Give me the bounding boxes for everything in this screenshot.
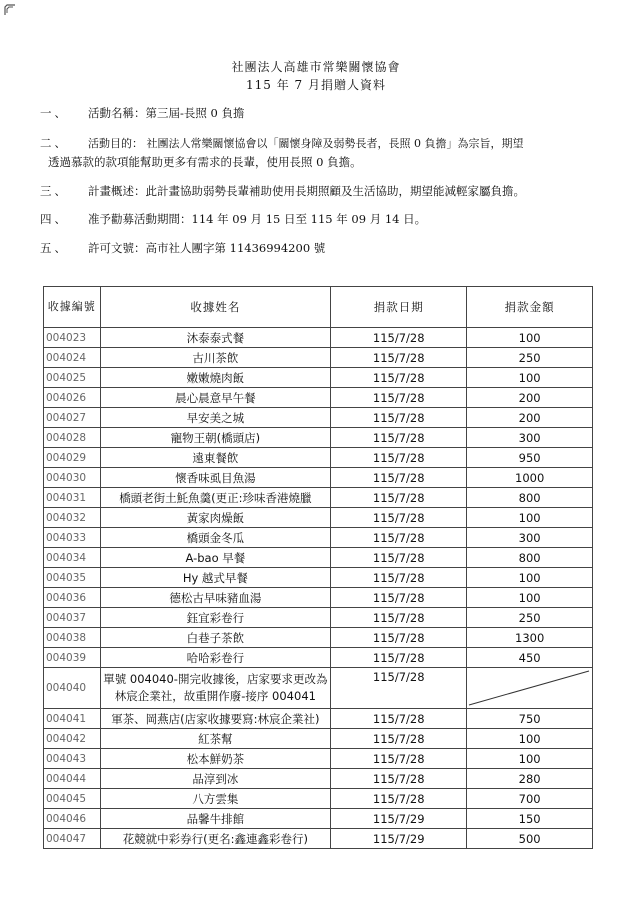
cell-receipt-no: 004036: [44, 588, 101, 608]
cell-receipt-name: 品馨牛排館: [100, 809, 331, 829]
cell-receipt-no: 004045: [44, 789, 101, 809]
cell-receipt-name: 八方雲集: [100, 789, 331, 809]
cell-receipt-no: 004047: [44, 829, 101, 849]
cell-receipt-name: 花競就中彩券行(更名:鑫連鑫彩卷行): [100, 829, 331, 849]
table-row: [44, 628, 593, 648]
void-diagonal: [467, 669, 592, 707]
table-row: [44, 488, 593, 508]
cell-receipt-no: 004023: [44, 328, 101, 348]
cell-receipt-name: 品淳到冰: [100, 769, 331, 789]
section-text: 計畫概述：此計畫協助弱勢長輩補助使用長期照顧及生活協助，期望能減輕家屬負擔。: [88, 184, 525, 198]
void-note-line1: 單號 004040-開完收據後，店家要求更改為: [103, 672, 328, 686]
cell-receipt-name: 軍茶、岡燕店(店家收據要寫:林宸企業社): [100, 709, 331, 729]
table-row: [44, 368, 593, 388]
table-row: [44, 528, 593, 548]
cell-date: 115/7/28: [331, 568, 467, 588]
cell-date: 115/7/28: [331, 548, 467, 568]
cell-receipt-name: 遠東餐飲: [100, 448, 331, 468]
cell-receipt-name: 紅茶幫: [100, 729, 331, 749]
cell-receipt-name: 黃家肉燥飯: [100, 508, 331, 528]
cell-amount: 950: [467, 448, 593, 468]
cell-amount: 300: [467, 428, 593, 448]
cell-date: 115/7/28: [331, 468, 467, 488]
diagonal-strike-line: [467, 669, 591, 707]
cell-receipt-no: 004041: [44, 709, 101, 729]
table-row: [44, 648, 593, 668]
table-row: [44, 829, 593, 849]
cell-receipt-name: A-bao 早餐: [100, 548, 331, 568]
cell-receipt-name: 晨心晨意早午餐: [100, 388, 331, 408]
cell-receipt-no: 004043: [44, 749, 101, 769]
cell-receipt-no: 004031: [44, 488, 101, 508]
cell-amount: 200: [467, 388, 593, 408]
cell-date: 115/7/28: [331, 368, 467, 388]
cell-date: 115/7/28: [331, 428, 467, 448]
cell-date: 115/7/28: [331, 648, 467, 668]
cell-receipt-name: 鈺宜彩卷行: [100, 608, 331, 628]
cell-receipt-name: 寵物王朝(橋頭店): [100, 428, 331, 448]
table-row: [44, 568, 593, 588]
cell-receipt-no: 004038: [44, 628, 101, 648]
organization-name: 社團法人高雄市常樂關懷協會: [231, 60, 401, 74]
cell-receipt-no: 004034: [44, 548, 101, 568]
cell-receipt-no: 004033: [44, 528, 101, 548]
cell-amount: 1000: [467, 468, 593, 488]
cell-receipt-name: Hy 越式早餐: [100, 568, 331, 588]
section-text: 活動目的： 社團法人常樂關懷協會以「關懷身障及弱勢長者，長照 0 負擔」為宗旨，期望: [88, 137, 524, 150]
cell-date: 115/7/28: [331, 709, 467, 729]
cell-date: 115/7/28: [331, 408, 467, 428]
cell-amount: 450: [467, 648, 593, 668]
cell-receipt-no: 004025: [44, 368, 101, 388]
table-row: [44, 408, 593, 428]
scan-corner-mark-icon: [4, 4, 16, 16]
table-row: [44, 749, 593, 769]
cell-receipt-name: 哈哈彩卷行: [100, 648, 331, 668]
cell-receipt-no: 004039: [44, 648, 101, 668]
section-number: 一、: [40, 106, 69, 120]
cell-amount: 280: [467, 769, 593, 789]
section-text: 准予勸募活動期間：114 年 09 月 15 日至 115 年 09 月 14 日。: [88, 212, 427, 226]
cell-amount: 100: [467, 508, 593, 528]
cell-amount: 250: [467, 608, 593, 628]
cell-receipt-name: 松本鮮奶茶: [100, 749, 331, 769]
table-row: [44, 328, 593, 348]
cell-receipt-name: 懷香味虱目魚湯: [100, 468, 331, 488]
table-row: [44, 448, 593, 468]
cell-receipt-no: 004035: [44, 568, 101, 588]
table-row: [44, 789, 593, 809]
cell-date: 115/7/28: [331, 608, 467, 628]
cell-amount: 800: [467, 548, 593, 568]
cell-date: 115/7/28: [331, 328, 467, 348]
void-row-group: [44, 668, 593, 709]
table-row: [44, 508, 593, 528]
cell-receipt-name: 德松古早味豬血湯: [100, 588, 331, 608]
cell-amount: 100: [467, 749, 593, 769]
cell-receipt-no: 004046: [44, 809, 101, 829]
header-receipt-name: 收據姓名: [100, 287, 331, 328]
cell-date: 115/7/28: [331, 348, 467, 368]
table-body-continued: [44, 709, 593, 849]
table-row: [44, 809, 593, 829]
header-donation-amount: 捐款金額: [467, 287, 593, 328]
cell-receipt-name: 嫩嫩燒肉飯: [100, 368, 331, 388]
table-row: [44, 348, 593, 368]
cell-receipt-no: 004042: [44, 729, 101, 749]
cell-receipt-name: 沐泰泰式餐: [100, 328, 331, 348]
section-number: 二、: [40, 136, 69, 150]
cell-date: 115/7/28: [331, 528, 467, 548]
table-row: [44, 468, 593, 488]
cell-receipt-no: 004029: [44, 448, 101, 468]
table-row: [44, 769, 593, 789]
cell-receipt-no: 004037: [44, 608, 101, 628]
table-row: [44, 709, 593, 729]
table-row: [44, 548, 593, 568]
table-row: [44, 588, 593, 608]
cell-date: 115/7/28: [331, 668, 467, 709]
cell-receipt-no: 004040: [44, 668, 101, 709]
cell-date: 115/7/28: [331, 729, 467, 749]
cell-amount: 200: [467, 408, 593, 428]
void-note-line2: 林宸企業社，故重開作廢-接序 004041: [114, 689, 316, 703]
cell-date: 115/7/28: [331, 588, 467, 608]
cell-amount: 1300: [467, 628, 593, 648]
section-number: 三、: [40, 184, 69, 198]
cell-date: 115/7/28: [331, 508, 467, 528]
cell-amount: 500: [467, 829, 593, 849]
cell-receipt-no: 004028: [44, 428, 101, 448]
cell-date: 115/7/28: [331, 488, 467, 508]
table-row: [44, 388, 593, 408]
cell-date: 115/7/28: [331, 448, 467, 468]
cell-amount: 100: [467, 328, 593, 348]
table-row: [44, 608, 593, 628]
cell-date: 115/7/28: [331, 388, 467, 408]
cell-date: 115/7/29: [331, 809, 467, 829]
cell-amount: 100: [467, 568, 593, 588]
cell-date: 115/7/28: [331, 628, 467, 648]
header-receipt-no: 收據編號: [44, 287, 101, 328]
header-donation-date: 捐款日期: [331, 287, 467, 328]
table-row-void: [44, 668, 593, 709]
cell-amount: 100: [467, 729, 593, 749]
section-number: 五、: [40, 241, 69, 255]
cell-void-note: [100, 668, 331, 709]
cell-receipt-no: 004027: [44, 408, 101, 428]
section-activity-purpose: [40, 134, 600, 174]
cell-amount: 800: [467, 488, 593, 508]
table-row: [44, 729, 593, 749]
cell-date: 115/7/28: [331, 789, 467, 809]
section-number: 四、: [40, 212, 69, 226]
table-row: [44, 428, 593, 448]
cell-receipt-no: 004024: [44, 348, 101, 368]
document-title: 115 年 7 月捐贈人資料: [246, 78, 386, 92]
cell-amount: 300: [467, 528, 593, 548]
cell-date: 115/7/29: [331, 829, 467, 849]
table-body: [44, 328, 593, 668]
table-header-row: [44, 287, 593, 328]
cell-amount: 750: [467, 709, 593, 729]
cell-receipt-name: 橋頭金冬瓜: [100, 528, 331, 548]
cell-receipt-no: 004044: [44, 769, 101, 789]
cell-receipt-no: 004032: [44, 508, 101, 528]
cell-amount: 700: [467, 789, 593, 809]
cell-amount: 150: [467, 809, 593, 829]
section-text-continued: 透過慕款的款項能幫助更多有需求的長輩，使用長照 0 負擔。: [48, 155, 362, 169]
cell-date: 115/7/28: [331, 769, 467, 789]
section-text: 許可文號：高市社人團字第 11436994200 號: [88, 241, 326, 255]
cell-receipt-name: 白巷子茶飲: [100, 628, 331, 648]
cell-receipt-no: 004026: [44, 388, 101, 408]
cell-amount: 250: [467, 348, 593, 368]
cell-receipt-name: 古川茶飲: [100, 348, 331, 368]
cell-receipt-name: 橋頭老街土魠魚羹(更正:珍味香港燒臘: [100, 488, 331, 508]
section-text: 活動名稱：第三屆-長照 0 負擔: [88, 106, 245, 120]
cell-void-strike: [467, 668, 593, 709]
donation-table: [43, 286, 593, 849]
cell-amount: 100: [467, 588, 593, 608]
cell-amount: 100: [467, 368, 593, 388]
cell-receipt-name: 早安美之城: [100, 408, 331, 428]
cell-date: 115/7/28: [331, 749, 467, 769]
cell-receipt-no: 004030: [44, 468, 101, 488]
